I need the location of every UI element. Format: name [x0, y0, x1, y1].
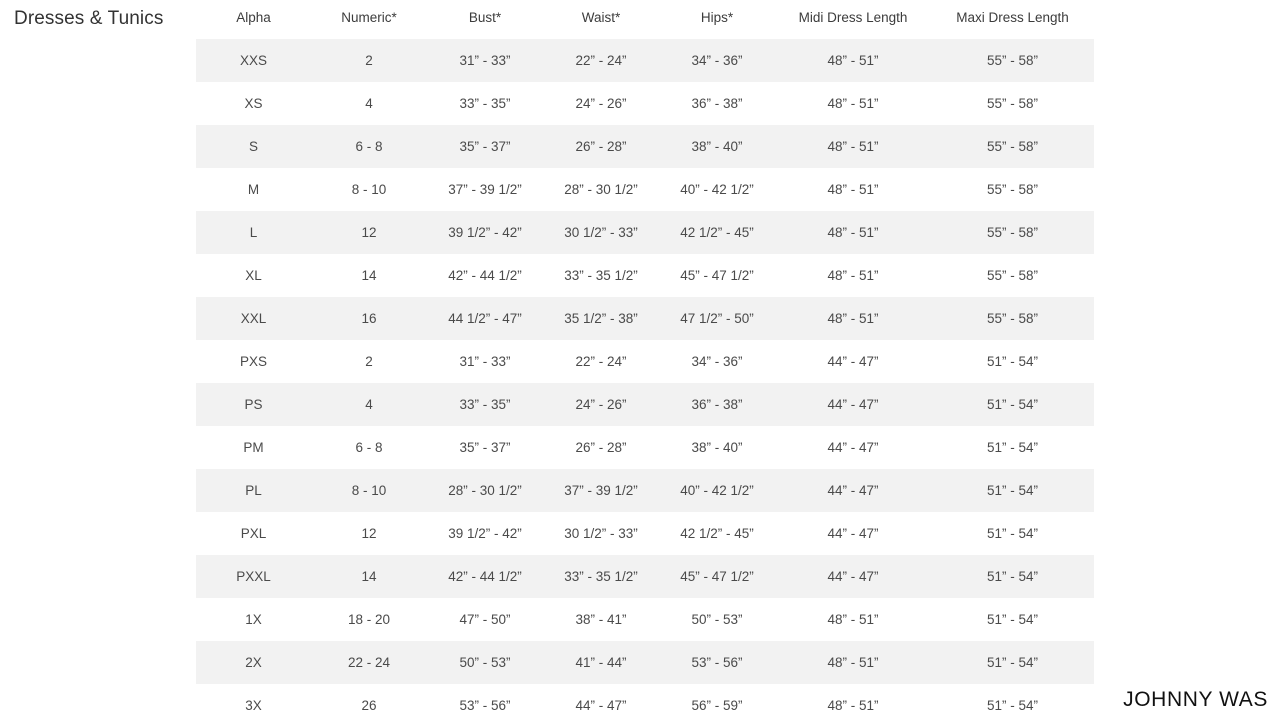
row-size-label: M — [196, 168, 311, 211]
table-cell: 16 — [311, 297, 427, 340]
table-cell: 48” - 51” — [775, 39, 931, 82]
table-cell: 34” - 36” — [659, 39, 775, 82]
table-cell: 38” - 40” — [659, 125, 775, 168]
table-cell: 48” - 51” — [775, 211, 931, 254]
table-cell: 26” - 28” — [543, 426, 659, 469]
row-size-label: L — [196, 211, 311, 254]
table-cell: 33” - 35 1/2” — [543, 555, 659, 598]
table-cell: 8 - 10 — [311, 469, 427, 512]
table-cell: 42 1/2” - 45” — [659, 512, 775, 555]
table-cell: 48” - 51” — [775, 598, 931, 641]
table-row — [196, 641, 1094, 684]
table-cell: 24” - 26” — [543, 82, 659, 125]
table-cell: 33” - 35” — [427, 383, 543, 426]
column-header: Alpha — [236, 10, 271, 25]
table-cell: 22 - 24 — [311, 641, 427, 684]
table-cell: 35” - 37” — [427, 125, 543, 168]
table-cell: 44” - 47” — [775, 383, 931, 426]
table-cell: 44 1/2” - 47” — [427, 297, 543, 340]
table-cell: 55” - 58” — [931, 211, 1094, 254]
table-row — [196, 211, 1094, 254]
size-chart-table — [196, 0, 1094, 727]
table-cell: 55” - 58” — [931, 254, 1094, 297]
row-size-label: 3X — [196, 684, 311, 727]
table-cell: 51” - 54” — [931, 469, 1094, 512]
row-size-label: PS — [196, 383, 311, 426]
size-chart-table-wrapper — [196, 0, 1094, 727]
table-cell: 51” - 54” — [931, 426, 1094, 469]
table-cell: 28” - 30 1/2” — [427, 469, 543, 512]
table-cell: 26” - 28” — [543, 125, 659, 168]
table-row — [196, 125, 1094, 168]
table-cell: 44” - 47” — [775, 469, 931, 512]
table-row — [196, 383, 1094, 426]
row-size-label: XL — [196, 254, 311, 297]
table-header — [196, 0, 1094, 39]
row-size-label: S — [196, 125, 311, 168]
table-row — [196, 82, 1094, 125]
table-cell: 50” - 53” — [659, 598, 775, 641]
table-cell: 33” - 35” — [427, 82, 543, 125]
table-cell: 4 — [311, 82, 427, 125]
table-cell: 30 1/2” - 33” — [543, 512, 659, 555]
table-cell: 44” - 47” — [775, 426, 931, 469]
table-cell: 48” - 51” — [775, 684, 931, 727]
row-size-label: XXS — [196, 39, 311, 82]
table-cell: 47” - 50” — [427, 598, 543, 641]
table-cell: 28” - 30 1/2” — [543, 168, 659, 211]
table-body — [196, 39, 1094, 727]
table-cell: 51” - 54” — [931, 340, 1094, 383]
page-title: Dresses & Tunics — [14, 8, 164, 29]
brand-logo: JOHNNY WAS — [1123, 688, 1268, 711]
table-cell: 45” - 47 1/2” — [659, 555, 775, 598]
table-cell: 55” - 58” — [931, 39, 1094, 82]
table-cell: 39 1/2” - 42” — [427, 512, 543, 555]
row-size-label: 2X — [196, 641, 311, 684]
table-cell: 44” - 47” — [775, 512, 931, 555]
table-cell: 24” - 26” — [543, 383, 659, 426]
table-cell: 48” - 51” — [775, 297, 931, 340]
table-cell: 22” - 24” — [543, 39, 659, 82]
row-size-label: XXL — [196, 297, 311, 340]
table-cell: 12 — [311, 211, 427, 254]
table-cell: 56” - 59” — [659, 684, 775, 727]
row-size-label: PL — [196, 469, 311, 512]
table-cell: 47 1/2” - 50” — [659, 297, 775, 340]
table-row — [196, 340, 1094, 383]
table-cell: 48” - 51” — [775, 82, 931, 125]
table-header-row — [196, 0, 1094, 39]
row-size-label: PXXL — [196, 555, 311, 598]
table-cell: 55” - 58” — [931, 82, 1094, 125]
table-cell: 42” - 44 1/2” — [427, 555, 543, 598]
table-cell: 51” - 54” — [931, 512, 1094, 555]
row-size-label: PXS — [196, 340, 311, 383]
table-cell: 48” - 51” — [775, 168, 931, 211]
table-cell: 53” - 56” — [427, 684, 543, 727]
table-cell: 14 — [311, 254, 427, 297]
table-row — [196, 254, 1094, 297]
table-cell: 41” - 44” — [543, 641, 659, 684]
column-header: Midi Dress Length — [798, 10, 908, 25]
table-cell: 48” - 51” — [775, 125, 931, 168]
table-cell: 36” - 38” — [659, 383, 775, 426]
column-header: Numeric* — [341, 10, 397, 25]
table-cell: 4 — [311, 383, 427, 426]
table-cell: 33” - 35 1/2” — [543, 254, 659, 297]
table-cell: 2 — [311, 39, 427, 82]
table-cell: 18 - 20 — [311, 598, 427, 641]
table-cell: 55” - 58” — [931, 168, 1094, 211]
table-cell: 35 1/2” - 38” — [543, 297, 659, 340]
table-row — [196, 297, 1094, 340]
table-cell: 38” - 40” — [659, 426, 775, 469]
table-row — [196, 512, 1094, 555]
table-cell: 55” - 58” — [931, 125, 1094, 168]
table-cell: 44” - 47” — [543, 684, 659, 727]
table-cell: 48” - 51” — [775, 641, 931, 684]
table-cell: 12 — [311, 512, 427, 555]
table-cell: 42” - 44 1/2” — [427, 254, 543, 297]
table-cell: 40” - 42 1/2” — [659, 168, 775, 211]
row-size-label: PXL — [196, 512, 311, 555]
table-cell: 34” - 36” — [659, 340, 775, 383]
column-header: Hips* — [700, 10, 734, 25]
table-cell: 39 1/2” - 42” — [427, 211, 543, 254]
table-cell: 36” - 38” — [659, 82, 775, 125]
table-cell: 45” - 47 1/2” — [659, 254, 775, 297]
table-cell: 48” - 51” — [775, 254, 931, 297]
table-row — [196, 168, 1094, 211]
table-cell: 26 — [311, 684, 427, 727]
column-header: Waist* — [581, 10, 621, 25]
table-cell: 14 — [311, 555, 427, 598]
table-cell: 8 - 10 — [311, 168, 427, 211]
table-row — [196, 469, 1094, 512]
table-row — [196, 598, 1094, 641]
table-row — [196, 39, 1094, 82]
table-cell: 35” - 37” — [427, 426, 543, 469]
table-cell: 37” - 39 1/2” — [427, 168, 543, 211]
table-row — [196, 426, 1094, 469]
table-row — [196, 555, 1094, 598]
table-cell: 22” - 24” — [543, 340, 659, 383]
table-cell: 50” - 53” — [427, 641, 543, 684]
column-header: Bust* — [468, 10, 502, 25]
table-cell: 30 1/2” - 33” — [543, 211, 659, 254]
table-cell: 2 — [311, 340, 427, 383]
table-cell: 53” - 56” — [659, 641, 775, 684]
table-cell: 51” - 54” — [931, 684, 1094, 727]
table-cell: 31” - 33” — [427, 340, 543, 383]
table-cell: 51” - 54” — [931, 598, 1094, 641]
row-size-label: PM — [196, 426, 311, 469]
table-cell: 6 - 8 — [311, 426, 427, 469]
row-size-label: XS — [196, 82, 311, 125]
row-size-label: 1X — [196, 598, 311, 641]
table-cell: 6 - 8 — [311, 125, 427, 168]
table-cell: 37” - 39 1/2” — [543, 469, 659, 512]
table-cell: 51” - 54” — [931, 641, 1094, 684]
table-cell: 44” - 47” — [775, 555, 931, 598]
table-row — [196, 684, 1094, 727]
table-cell: 42 1/2” - 45” — [659, 211, 775, 254]
table-cell: 44” - 47” — [775, 340, 931, 383]
table-cell: 55” - 58” — [931, 297, 1094, 340]
table-cell: 40” - 42 1/2” — [659, 469, 775, 512]
table-cell: 38” - 41” — [543, 598, 659, 641]
table-cell: 51” - 54” — [931, 555, 1094, 598]
column-header: Maxi Dress Length — [956, 10, 1069, 25]
table-cell: 51” - 54” — [931, 383, 1094, 426]
table-cell: 31” - 33” — [427, 39, 543, 82]
